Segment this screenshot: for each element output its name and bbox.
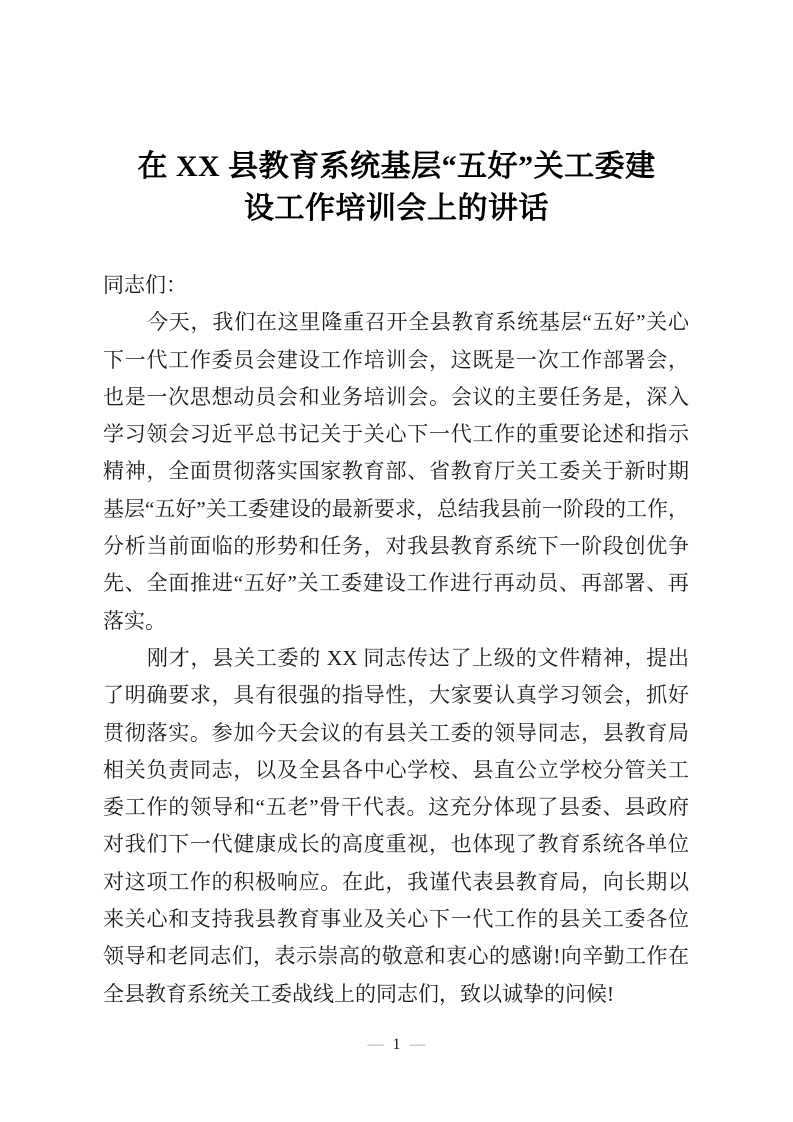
document-body xyxy=(103,267,689,1013)
body-line-paragraph-end: 落实。 xyxy=(103,608,166,633)
body-line-paragraph-end: 全县教育系统关工委战线上的同志们，致以诚挚的问候! xyxy=(103,981,614,1006)
page-footer xyxy=(0,1035,793,1055)
title-line-2: 设工作培训会上的讲话 xyxy=(244,192,549,225)
body-line: 来关心和支持我县教育事业及关心下一代工作的县关工委各位 xyxy=(103,907,689,932)
body-line: 对我们下一代健康成长的高度重视，也体现了教育系统各单位 xyxy=(103,832,689,857)
body-line: 分析当前面临的形势和任务，对我县教育系统下一阶段创优争 xyxy=(103,534,689,559)
title-line-1: 在 XX 县教育系统基层“五好”关工委建 xyxy=(137,150,656,183)
body-line: 委工作的领导和“五老”骨干代表。这充分体现了县委、县政府 xyxy=(103,795,689,820)
footer-page-number: 1 xyxy=(392,1036,401,1053)
body-line: 了明确要求，具有很强的指导性，大家要认真学习领会，抓好 xyxy=(103,683,689,708)
body-line: 精神，全面贯彻落实国家教育部、省教育厅关工委关于新时期 xyxy=(103,459,689,484)
footer-dash-left: — xyxy=(367,1036,384,1053)
body-line: 也是一次思想动员会和业务培训会。会议的主要任务是，深入 xyxy=(103,384,689,409)
body-line: 先、全面推进“五好”关工委建设工作进行再动员、再部署、再 xyxy=(103,571,689,596)
body-line: 学习领会习近平总书记关于关心下一代工作的重要论述和指示 xyxy=(103,422,689,447)
body-line: 领导和老同志们，表示崇高的敬意和衷心的感谢!向辛勤工作在 xyxy=(103,944,689,969)
body-line: 下一代工作委员会建设工作培训会，这既是一次工作部署会， xyxy=(103,347,689,372)
body-line: 贯彻落实。参加今天会议的有县关工委的领导同志，县教育局 xyxy=(103,720,689,745)
body-line: 刚才，县关工委的 XX 同志传达了上级的文件精神，提出 xyxy=(147,645,689,670)
document-title xyxy=(50,146,743,230)
body-line: 相关负责同志，以及全县各中心学校、县直公立学校分管关工 xyxy=(103,757,689,782)
body-line: 今天，我们在这里隆重召开全县教育系统基层“五好”关心 xyxy=(147,310,689,335)
body-line: 对这项工作的积极响应。在此，我谨代表县教育局，向长期以 xyxy=(103,869,689,894)
body-line-salutation: 同志们： xyxy=(103,273,187,297)
footer-dash-right: — xyxy=(409,1036,426,1053)
body-line: 基层“五好”关工委建设的最新要求，总结我县前一阶段的工作， xyxy=(103,496,689,521)
